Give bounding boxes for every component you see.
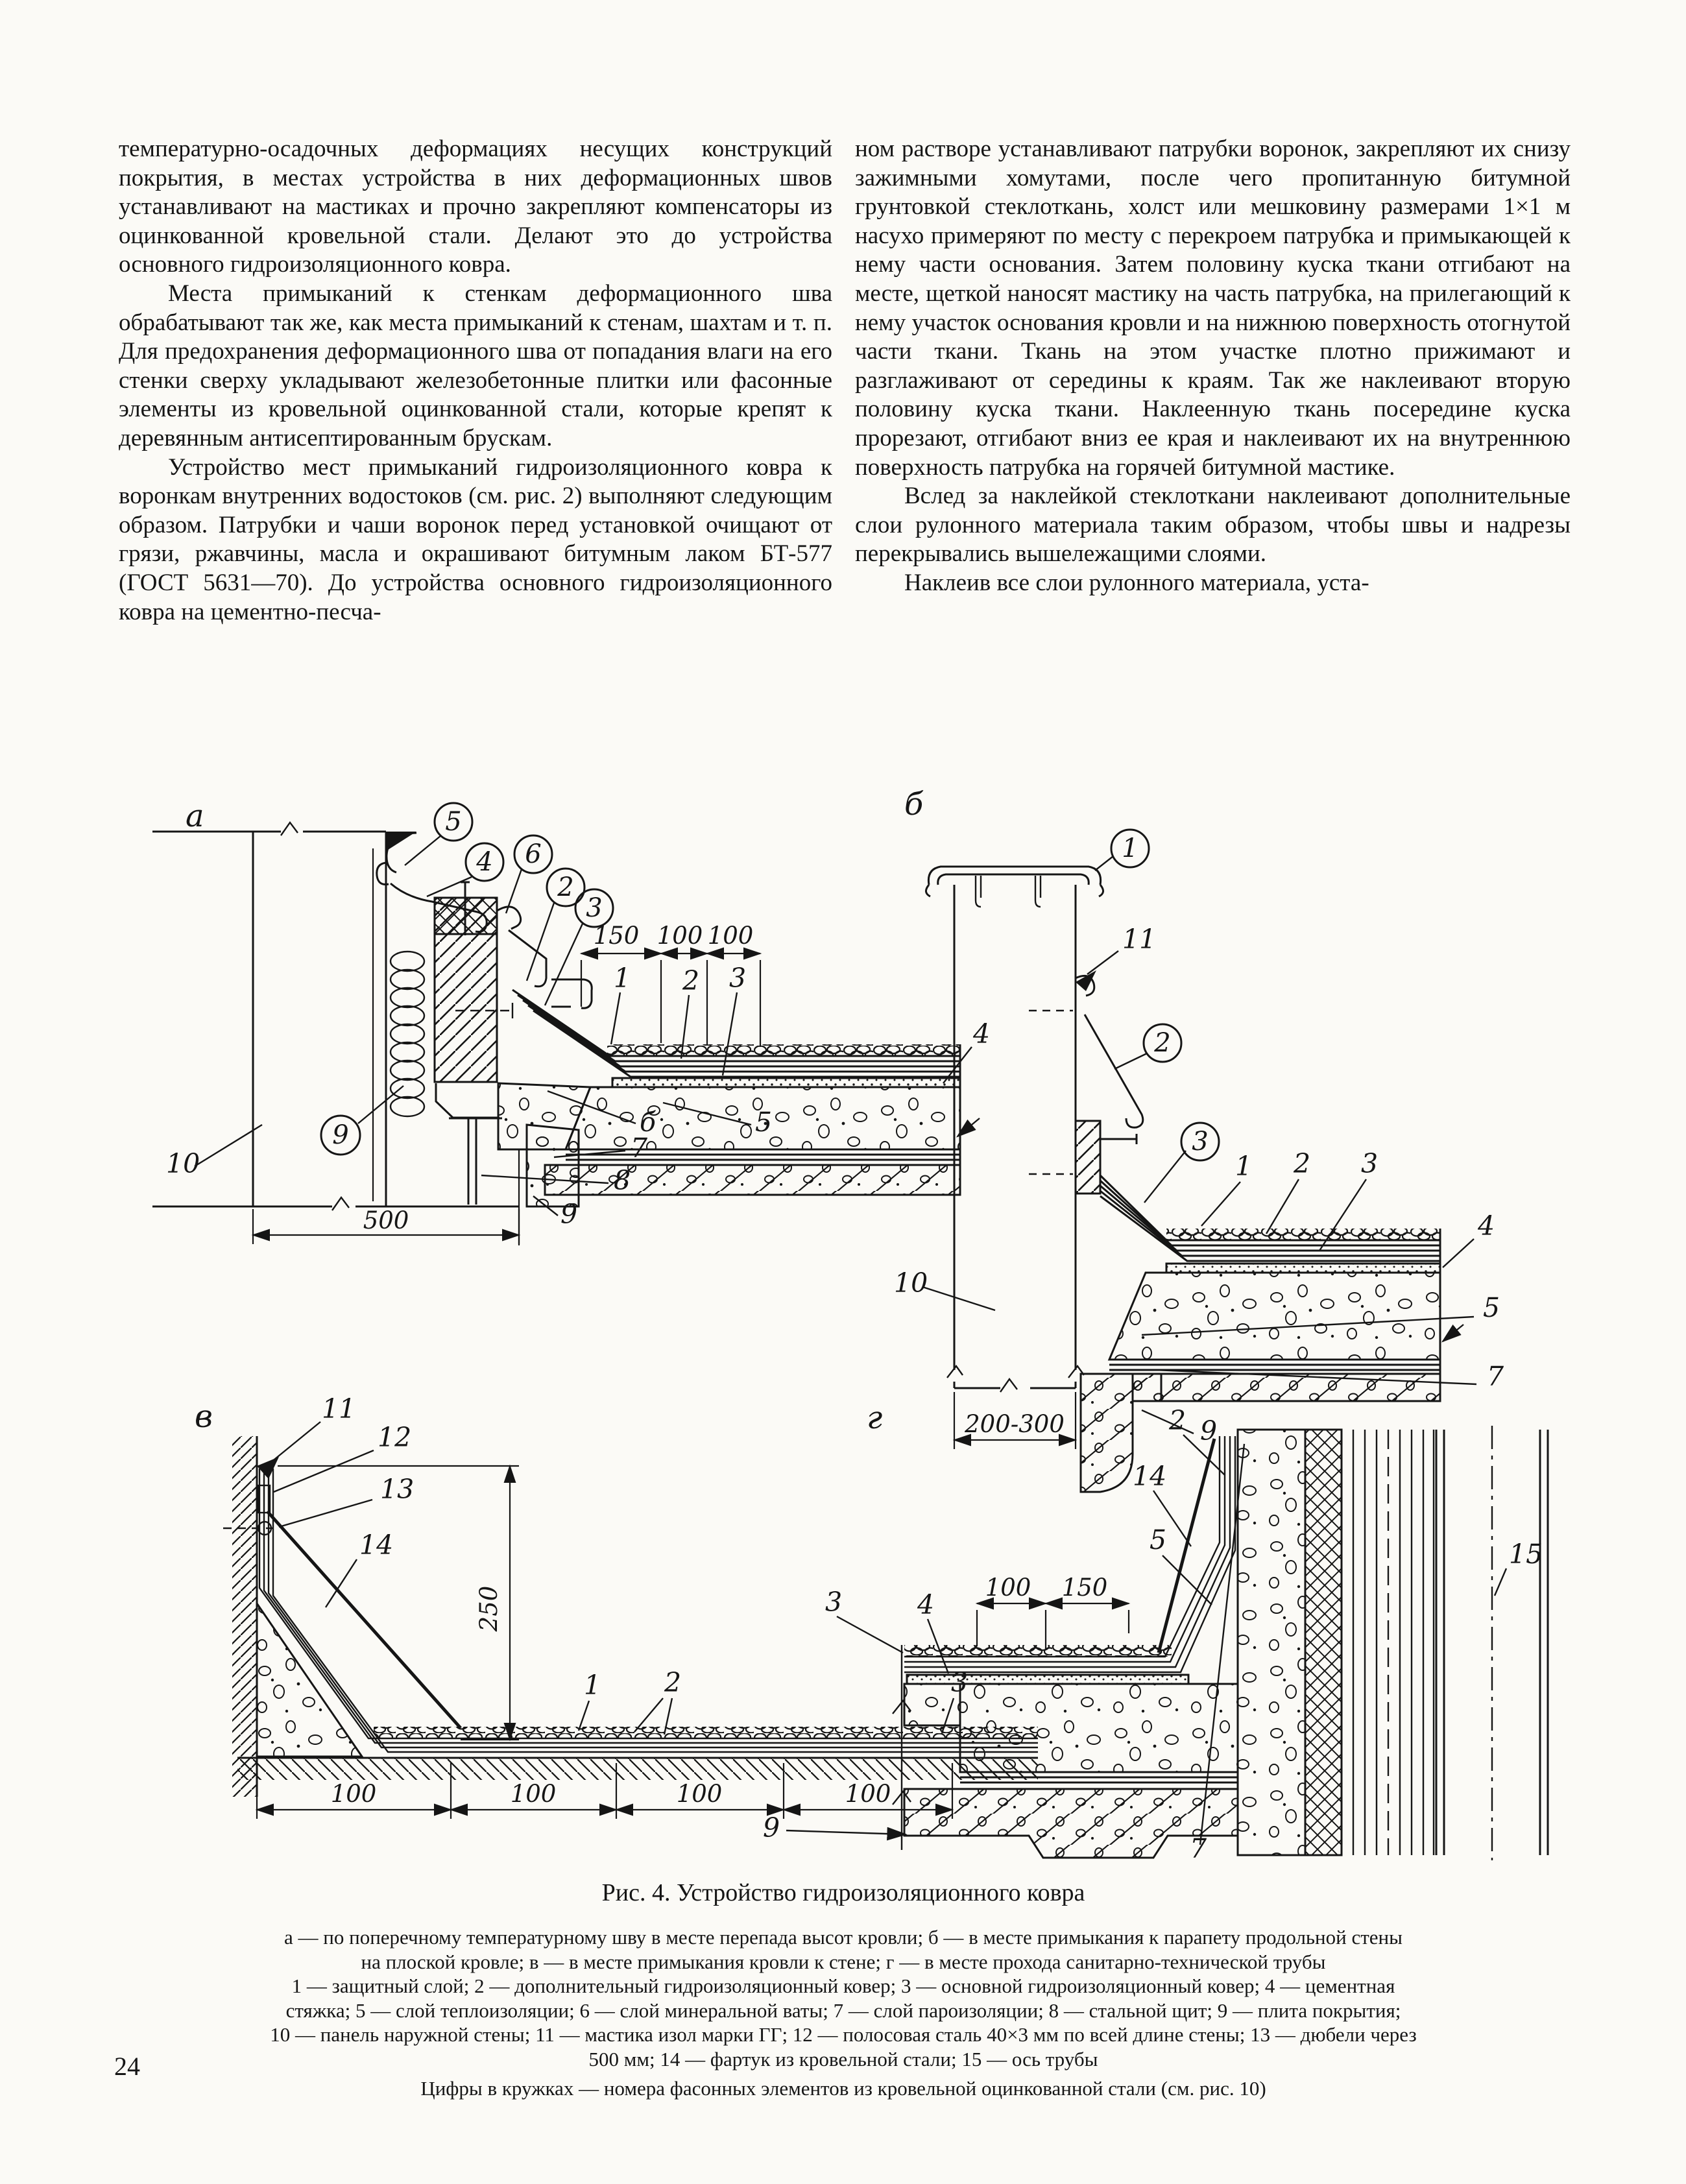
caption-line: на плоской кровле; в — в месте примыкания кровли к стене; г — в месте прохода санитарно-технической трубы [361,1950,1326,1973]
callout-2: 2 [1294,1148,1311,1179]
dim-100: 100 [845,1780,891,1808]
subfigure-b-label: б [904,786,924,822]
callout-9: 9 [560,1199,578,1230]
subfigure-b-parapet [894,786,1504,1492]
mastic-wedge [386,832,416,851]
steel-apron [1159,1439,1214,1653]
circled-3: 3 [586,893,603,923]
circled-6: 6 [525,839,542,869]
insulation-wrap [1305,1430,1342,1855]
callout-12: 12 [378,1422,412,1453]
circled-4: 4 [476,847,493,877]
caption-line: 10 — панель наружной стены; 11 — мастика изол марки ГГ; 12 — полосовая сталь 40×3 мм по всей длине стены; 13 — дюбели через [270,2023,1417,2046]
callout-8: 8 [614,1165,631,1196]
caption-note: Цифры в кружках — номера фасонных элементов из кровельной оцинкованной стали (см. рис. 10) [420,2077,1266,2100]
figure-4-technical-drawing [97,786,1589,1863]
roof-deck-slab [1133,1374,1440,1401]
gravel-protective-layer [607,1044,960,1056]
callout-5: 5 [1150,1524,1167,1555]
caption-line: а — по поперечному температурному шву в месте перепада высот кровли; б — в месте примыкания к парапету продольной стены [284,1926,1403,1949]
callout-2: 2 [682,965,700,996]
cement-screed [612,1078,960,1087]
dimension-lines-g [977,1603,1129,1649]
callout-7: 7 [1190,1833,1207,1863]
wall-and-floor [223,1436,1038,1797]
roof-membrane-layers [1100,1175,1440,1261]
callout-15: 15 [1509,1539,1543,1570]
callout-5: 5 [1483,1292,1500,1323]
insulation-slab [1109,1273,1440,1360]
callout-5: 5 [755,1107,773,1138]
dim-150: 150 [593,922,640,950]
circled-callouts-b [1111,830,1219,1160]
roof-membrane-layers [512,990,960,1077]
callout-7: 7 [631,1133,648,1164]
callout-10: 10 [894,1267,928,1299]
text-column-right [855,135,1571,598]
paragraph: Вслед за наклейкой стеклоткани наклеивают дополнительные слои рулонного материала таким образом, чтобы швы и надрезы перекрывались вышележащими слоями. [855,483,1571,568]
callout-b: б [640,1107,656,1138]
dim-200-300: 200-300 [965,1410,1065,1438]
roof-deck-slab [545,1165,960,1195]
callout-3: 3 [825,1587,843,1618]
dim-500: 500 [363,1206,409,1234]
paragraph: температурно-осадочных деформациях несущих конструкций покрытия, в местах устройства в них деформационных швов устанавливают на мастиках и прочно закрепляют компенсаторы из оцинкованной кровельной стали. Делают это до устройства основного гидроизоляционного ковра. [119,136,832,278]
callout-14: 14 [1133,1461,1167,1492]
subfigure-v-label: в [195,1398,213,1435]
callout-11: 11 [1122,924,1157,955]
subfigure-a-expansion-joint [152,798,990,1245]
callout-4: 4 [1478,1210,1495,1242]
parapet-structure [926,867,1463,1492]
parapet-wall [954,885,1076,1388]
insulation-slab [960,1684,1238,1772]
circled-2: 2 [557,872,574,902]
callout-2: 2 [1169,1405,1186,1436]
dim-100: 100 [510,1780,557,1808]
callout-1: 1 [584,1670,601,1701]
callout-3: 3 [729,963,747,994]
dim-250: 250 [475,1585,503,1632]
caption-line: 500 мм; 14 — фартук из кровельной стали; 15 — ось трубы [588,2047,1098,2070]
dim-100: 100 [707,922,754,950]
callout-7: 7 [1487,1361,1504,1392]
circled-2: 2 [1154,1028,1171,1058]
roof-deck-slab [904,1789,1238,1858]
paragraph: ном растворе устанавливают патрубки воронок, закрепляют их снизу зажимными хомутами, после чего пропитанную битумной грунтовкой стеклоткань, холст или мешковину размерами 1×1 м насухо примеряют по месту с перекроем патрубка и примыкающей к нему части основания. Затем половину куска ткани отгибают на месте, щеткой наносят мастику на часть патрубка, на прилегающий к нему участок основания кровли и на нижнюю поверхность отогнутой части ткани. Ткань на этом участке плотно прижимают и разглаживают от середины к краям. Так же наклеивают вторую половину куска ткани. Наклеенную ткань посередине куска прорезают, отгибают вниз ее края и наклеивают их на внутреннюю поверхность патрубка на горячей битумной мастике. [855,136,1571,481]
callout-4: 4 [917,1589,935,1620]
circled-9: 9 [332,1120,349,1150]
concrete-chase [1238,1430,1305,1855]
steel-sheet [449,1118,502,1205]
gravel-protective-layer [1166,1229,1440,1240]
paragraph: Места примыканий к стенкам деформационного шва обрабатывают так же, как места примыканий к стенам, шахтам и т. п. Для предохранения деформационного шва от попадания влаги на его стенки сверху укладывают железобетонные плитки или фасонные элементы из кровельной оцинкованной стали, которые крепят к деревянным антисептированным брускам. [119,280,832,451]
ground-hatch [237,1758,1038,1780]
pipe-and-roof [893,1426,1548,1860]
dim-150: 150 [1061,1574,1108,1602]
subfigure-g-label: г [867,1400,883,1436]
text-column-left [119,135,832,627]
caption-line: 1 — защитный слой; 2 — дополнительный гидроизоляционный ковер; 3 — основной гидроизоляционный ковер; 4 — цементная [291,1974,1395,1997]
circled-1: 1 [1122,834,1138,863]
page-number: 24 [114,2052,140,2081]
cement-screed [907,1675,1188,1684]
dim-100: 100 [656,922,703,950]
callout-14: 14 [359,1530,394,1561]
cement-screed [1166,1264,1440,1273]
callout-10: 10 [166,1148,200,1179]
circled-5: 5 [445,807,462,837]
dim-100: 100 [985,1574,1031,1602]
paragraph: Наклеив все слои рулонного материала, уста- [904,569,1369,596]
callout-2: 2 [664,1667,682,1698]
dim-100: 100 [330,1780,377,1808]
callout-4: 4 [973,1018,991,1050]
dim-100: 100 [676,1780,723,1808]
subfigure-v-wall-junction [195,1393,1038,1819]
callout-11: 11 [322,1393,356,1424]
circled-3: 3 [1192,1127,1209,1157]
callout-9: 9 [763,1812,780,1843]
callout-1: 1 [614,963,631,994]
leader-lines-v [271,1422,954,1734]
paragraph: Устройство мест примыканий гидроизоляционного ковра к воронкам внутренних водостоков (см. рис. 2) выполняют следующим образом. Патрубки и чаши воронок перед установкой очищают от грязи, ржавчины, масла и окрашивают битумным лаком БТ-577 (ГОСТ 5631—70). До устройства основного гидроизоляционного ковра на цементно-песча- [119,453,832,625]
callout-9: 9 [1200,1415,1218,1446]
subfigure-a-label: а [186,798,204,834]
gravel-protective-layer [904,1645,1172,1657]
callout-3: 3 [1361,1148,1379,1179]
caption-line: стяжка; 5 — слой теплоизоляции; 6 — слой минеральной ваты; 7 — слой пароизоляции; 8 — стальной щит; 9 — плита покрытия; [285,1998,1401,2022]
figure-caption [130,1878,1557,2101]
callout-1: 1 [1235,1151,1253,1182]
gravel-protective-layer [374,1727,1038,1738]
callout-13: 13 [380,1474,415,1505]
figure-caption-title: Рис. 4. Устройство гидроизоляционного ковра [601,1879,1085,1906]
